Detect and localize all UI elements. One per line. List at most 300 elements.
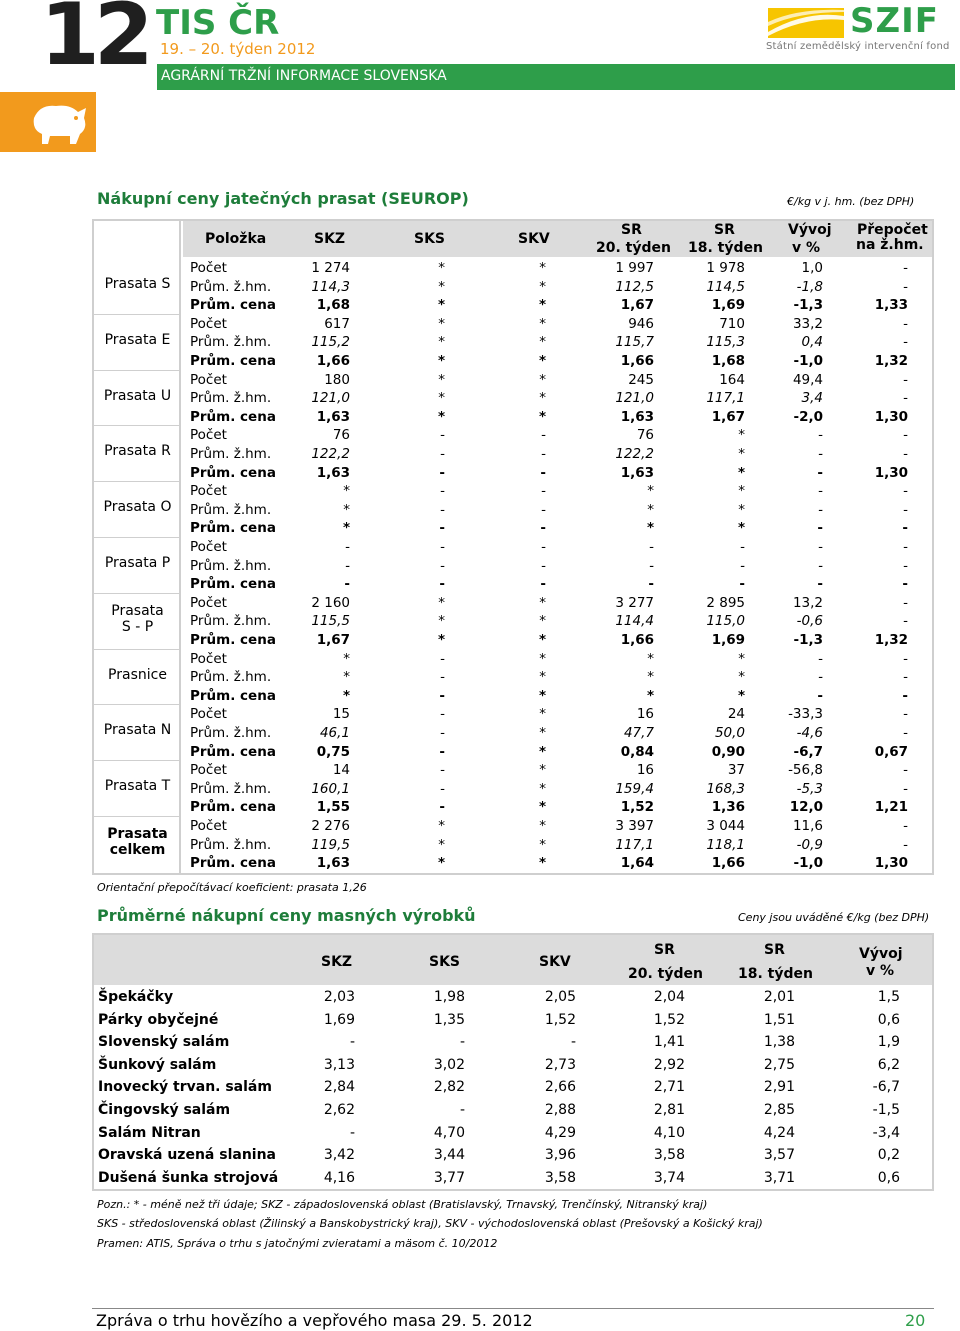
table-row xyxy=(186,798,932,816)
table-cell: 2,84 xyxy=(323,1079,355,1096)
table-cell: - xyxy=(903,650,908,667)
table-cell: 4,70 xyxy=(433,1124,465,1141)
page-number: 20 xyxy=(905,1311,926,1330)
table-cell: 1,98 xyxy=(433,989,465,1005)
group-separator xyxy=(94,425,181,426)
table-row xyxy=(186,687,932,705)
table-cell: 37 xyxy=(727,762,745,779)
table-cell: - xyxy=(903,780,908,797)
table-cell: 1 978 xyxy=(706,260,745,276)
table-cell: * xyxy=(539,334,546,351)
szif-logo-text: SZIF xyxy=(850,1,940,41)
coefficient-note: Orientační přepočítávací koeficient: prasata 1,26 xyxy=(97,881,367,894)
table-cell: 164 xyxy=(719,371,745,388)
table-cell: 1,63 xyxy=(620,464,654,481)
table-row xyxy=(186,371,932,389)
table-cell: 2,62 xyxy=(323,1102,355,1118)
table-cell: - xyxy=(440,669,445,686)
table-cell: * xyxy=(539,725,546,741)
table-row xyxy=(186,854,932,872)
table-cell: 617 xyxy=(324,315,350,332)
table-cell: - xyxy=(903,669,908,686)
group-separator xyxy=(94,314,181,315)
table-cell: * xyxy=(538,297,546,314)
col-header-prepocet-a: Přepočet xyxy=(857,222,928,238)
table-cell: * xyxy=(539,315,546,332)
table-row xyxy=(96,1009,932,1031)
footer-text: Zpráva o trhu hovězího a vepřového masa 29. 5. 2012 xyxy=(96,1311,533,1330)
row-label: Prům. ž.hm. xyxy=(190,557,272,574)
table-cell: - xyxy=(344,576,350,593)
table-cell: 6,2 xyxy=(877,1056,900,1073)
table-cell: 1,63 xyxy=(316,855,350,872)
table-cell: * xyxy=(343,501,350,518)
table-cell: * xyxy=(738,669,745,686)
table-cell: 160,1 xyxy=(311,780,350,797)
table-cell: 2,81 xyxy=(653,1102,685,1118)
table-cell: -0,9 xyxy=(796,836,823,853)
table-cell: * xyxy=(738,483,745,500)
table-cell: -4,6 xyxy=(796,725,823,741)
pig-category-label: Prasata U xyxy=(103,387,172,404)
col-header-skz: SKZ xyxy=(314,231,346,247)
table-cell: 117,1 xyxy=(615,836,654,853)
table-cell: * xyxy=(343,483,350,500)
product-name: Salám Nitran xyxy=(98,1124,201,1141)
t2-col-sr18-b: 18. týden xyxy=(738,966,813,982)
row-label: Prům. ž.hm. xyxy=(190,613,272,630)
row-label: Počet xyxy=(190,371,227,388)
table-cell: * xyxy=(539,780,546,797)
table-cell: - xyxy=(903,427,908,444)
row-label: Prům. cena xyxy=(190,576,276,593)
table-cell: 115,2 xyxy=(311,334,350,351)
row-label: Počet xyxy=(190,706,227,723)
table-cell: - xyxy=(541,557,546,574)
table-cell: 0,67 xyxy=(874,743,908,760)
table-cell: 115,5 xyxy=(311,613,350,630)
table-cell: * xyxy=(437,632,445,648)
table-cell: - xyxy=(903,260,908,276)
table-cell: 11,6 xyxy=(792,818,823,834)
table-cell: * xyxy=(438,818,445,834)
row-label: Prům. cena xyxy=(190,799,276,816)
table-row xyxy=(186,761,932,779)
table-cell: * xyxy=(539,260,546,276)
table-row xyxy=(96,1076,932,1098)
table-row xyxy=(186,333,932,351)
product-name: Šunkový salám xyxy=(98,1056,217,1073)
table-cell: 121,0 xyxy=(311,390,350,407)
table-cell: 117,1 xyxy=(706,390,745,407)
table-cell: - xyxy=(903,557,908,574)
publication-title: TIS ČR xyxy=(156,3,280,43)
pig-category-label: Prasata celkem xyxy=(107,826,168,859)
pig-category-label: Prasata S - P xyxy=(111,602,164,635)
table-cell: * xyxy=(438,613,445,630)
pig-category-label: Prasata N xyxy=(103,722,172,739)
szif-logo-subtitle: Státní zemědělský intervenční fond xyxy=(766,41,950,52)
row-label: Prům. cena xyxy=(190,687,276,704)
table-cell: 245 xyxy=(628,371,654,388)
table-cell: 1,69 xyxy=(323,1011,355,1028)
table-cell: -3,4 xyxy=(872,1124,900,1141)
table-cell: - xyxy=(903,315,908,332)
table-row xyxy=(186,296,932,314)
t2-col-skv: SKV xyxy=(539,954,571,970)
table-row xyxy=(186,668,932,686)
table-cell: - xyxy=(903,446,908,462)
table-row xyxy=(186,631,932,649)
table-row xyxy=(186,724,932,742)
table-cell: -1,3 xyxy=(793,297,823,314)
table-cell: 115,3 xyxy=(706,334,745,351)
table-cell: 76 xyxy=(332,427,350,444)
row-label: Prům. ž.hm. xyxy=(190,446,272,462)
row-label: Prům. cena xyxy=(190,353,276,369)
table-cell: 3,44 xyxy=(433,1147,465,1164)
table-cell: 2,82 xyxy=(433,1079,465,1096)
table-cell: -6,7 xyxy=(872,1079,900,1096)
table-cell: - xyxy=(345,557,350,574)
table-cell: 1,55 xyxy=(316,799,350,816)
table-cell: 0,6 xyxy=(877,1011,900,1028)
table-row xyxy=(96,1167,932,1189)
col-header-vyvoj-a: Vývoj xyxy=(788,222,832,238)
week-label: 19. – 20. týden 2012 xyxy=(160,40,316,58)
table-row xyxy=(186,445,932,463)
table-cell: - xyxy=(439,464,445,481)
row-label: Prům. ž.hm. xyxy=(190,669,272,686)
table-cell: * xyxy=(343,650,350,667)
table-cell: - xyxy=(903,762,908,779)
issue-number: 12 xyxy=(40,0,148,85)
t2-col-sr20-a: SR xyxy=(654,942,675,958)
group-separator xyxy=(94,649,181,650)
table-cell: * xyxy=(539,818,546,834)
table-cell: - xyxy=(459,1034,465,1051)
cow-logo-icon xyxy=(26,98,92,148)
table-cell: * xyxy=(438,315,445,332)
table-cell: 2,04 xyxy=(653,989,685,1005)
t2-col-sr18-a: SR xyxy=(764,942,785,958)
table-cell: - xyxy=(903,706,908,723)
table-cell: 1,36 xyxy=(711,799,745,816)
table-cell: -1,0 xyxy=(793,353,823,369)
row-label: Prům. ž.hm. xyxy=(190,278,272,295)
row-label: Počet xyxy=(190,315,227,332)
col-header-vyvoj-b: v % xyxy=(792,240,821,256)
table-cell: 46,1 xyxy=(319,725,350,741)
t2-col-sks: SKS xyxy=(429,954,461,970)
table-row xyxy=(186,836,932,854)
row-label: Prům. cena xyxy=(190,743,276,760)
table-cell: - xyxy=(349,1034,355,1051)
table-cell: - xyxy=(541,446,546,462)
table-cell: * xyxy=(539,650,546,667)
table-cell: * xyxy=(647,650,654,667)
table-cell: - xyxy=(903,725,908,741)
table-cell: - xyxy=(818,669,823,686)
table-cell: 2,05 xyxy=(544,989,576,1005)
group-separator xyxy=(94,704,181,705)
row-label: Počet xyxy=(190,483,227,500)
table-cell: 14 xyxy=(332,762,350,779)
table-cell: * xyxy=(738,427,745,444)
row-label: Prům. ž.hm. xyxy=(190,836,272,853)
table-cell: 4,16 xyxy=(323,1169,355,1186)
table-cell: 1,67 xyxy=(316,632,350,648)
group-separator xyxy=(94,816,181,817)
table-cell: 1,63 xyxy=(316,408,350,425)
table-cell: 2 160 xyxy=(311,594,350,611)
table-cell: -1,8 xyxy=(796,278,823,295)
table-cell: - xyxy=(740,539,745,555)
table-cell: 1,52 xyxy=(544,1011,576,1028)
table-cell: - xyxy=(818,446,823,462)
table-cell: 159,4 xyxy=(615,780,654,797)
table-cell: -5,3 xyxy=(796,780,823,797)
table-cell: 2,66 xyxy=(544,1079,576,1096)
table-row xyxy=(186,594,932,612)
table-cell: - xyxy=(903,818,908,834)
note-line-2: SKS - středoslovenská oblast (Žilinský a Banskobystrický kraj), SKV - východoslovenská oblast (Prešovský a Košický kraj) xyxy=(97,1217,763,1230)
table-cell: 3,13 xyxy=(323,1056,355,1073)
table-row xyxy=(186,259,932,277)
col-header-sks: SKS xyxy=(414,231,446,247)
table-cell: - xyxy=(818,650,823,667)
row-label: Prům. ž.hm. xyxy=(190,390,272,407)
table-row xyxy=(186,315,932,333)
table-cell: 1,66 xyxy=(620,632,654,648)
group-separator xyxy=(94,481,181,482)
pig-category-label: Prasata P xyxy=(104,555,171,571)
table-cell: 2,73 xyxy=(544,1056,576,1073)
table-cell: 50,0 xyxy=(714,725,745,741)
table-row xyxy=(186,612,932,630)
table-cell: - xyxy=(459,1102,465,1118)
group-separator xyxy=(94,760,181,761)
table-cell: * xyxy=(539,762,546,779)
t2-col-sr20-b: 20. týden xyxy=(628,966,703,982)
row-label: Počet xyxy=(190,818,227,834)
pig-category-label: Prasata O xyxy=(103,499,172,516)
table-cell: - xyxy=(345,539,350,555)
table-cell: * xyxy=(538,353,546,369)
table-cell: - xyxy=(902,520,908,537)
table-cell: 3,58 xyxy=(544,1169,576,1186)
table-cell: 3 044 xyxy=(706,818,745,834)
table-cell: - xyxy=(440,780,445,797)
table-cell: * xyxy=(647,669,654,686)
table-cell: * xyxy=(438,260,445,276)
table-cell: 2,03 xyxy=(323,989,355,1005)
table-cell: * xyxy=(738,446,745,462)
t2-col-vyvoj-b: v % xyxy=(866,963,895,979)
table-cell: 2,71 xyxy=(653,1079,685,1096)
t2-col-vyvoj-a: Vývoj xyxy=(859,946,903,962)
table-cell: 946 xyxy=(628,315,654,332)
table-cell: - xyxy=(541,483,546,500)
row-label: Prům. ž.hm. xyxy=(190,334,272,351)
table-cell: -1,3 xyxy=(793,632,823,648)
table-cell: - xyxy=(817,576,823,593)
table-cell: - xyxy=(440,501,445,518)
table-cell: * xyxy=(538,408,546,425)
table-cell: - xyxy=(541,427,546,444)
table-cell: * xyxy=(737,464,745,481)
table-cell: - xyxy=(440,557,445,574)
table-cell: - xyxy=(903,371,908,388)
table-cell: * xyxy=(437,297,445,314)
table-cell: - xyxy=(903,836,908,853)
table-cell: 115,0 xyxy=(706,613,745,630)
row-label: Počet xyxy=(190,427,227,444)
table-cell: * xyxy=(438,594,445,611)
group-separator xyxy=(94,593,181,594)
table-cell: - xyxy=(440,762,445,779)
table-cell: * xyxy=(539,836,546,853)
table-cell: 121,0 xyxy=(615,390,654,407)
table-cell: 3,77 xyxy=(433,1169,465,1186)
product-name: Inovecký trvan. salám xyxy=(98,1079,272,1096)
table-cell: 2,88 xyxy=(544,1102,576,1118)
product-name: Slovenský salám xyxy=(98,1034,230,1051)
table-cell: -33,3 xyxy=(788,706,823,723)
table-cell: 1,30 xyxy=(874,464,908,481)
row-label: Prům. ž.hm. xyxy=(190,780,272,797)
table-row xyxy=(186,426,932,444)
table-cell: 119,5 xyxy=(311,836,350,853)
table-cell: 0,75 xyxy=(316,743,350,760)
table-cell: 12,0 xyxy=(789,799,823,816)
table-cell: * xyxy=(438,836,445,853)
table-row xyxy=(186,482,932,500)
table-cell: 1,69 xyxy=(711,632,745,648)
table-cell: - xyxy=(349,1124,355,1141)
table-cell: * xyxy=(647,501,654,518)
table-cell: - xyxy=(902,576,908,593)
table-row xyxy=(186,519,932,537)
table-cell: 180 xyxy=(324,371,350,388)
table-cell: 1,30 xyxy=(874,855,908,872)
table-cell: 112,5 xyxy=(615,278,654,295)
pig-category-label: Prasata E xyxy=(104,331,171,348)
row-label: Prům. cena xyxy=(190,408,276,425)
table-cell: 1,68 xyxy=(711,353,745,369)
table-cell: 1,63 xyxy=(620,408,654,425)
table-row xyxy=(186,780,932,798)
col-header-prepocet-b: na ž.hm. xyxy=(856,237,924,253)
table-cell: 3 277 xyxy=(615,594,654,611)
table-cell: 0,90 xyxy=(711,743,745,760)
table-cell: 1,32 xyxy=(874,632,908,648)
table-cell: 1,52 xyxy=(653,1011,685,1028)
group-separator xyxy=(94,537,181,538)
table-cell: 0,6 xyxy=(877,1169,900,1186)
table-cell: - xyxy=(903,539,908,555)
table-row xyxy=(186,352,932,370)
table-cell: - xyxy=(902,687,908,704)
table-cell: 3,02 xyxy=(433,1056,465,1073)
table-cell: 1 997 xyxy=(615,260,654,276)
section1-title: Nákupní ceny jatečných prasat (SEUROP) xyxy=(97,189,469,208)
table-cell: 118,1 xyxy=(706,836,745,853)
footer-divider xyxy=(92,1308,934,1309)
pig-category-label: Prasata S xyxy=(104,276,171,292)
table-cell: * xyxy=(538,799,546,816)
table-cell: - xyxy=(818,427,823,444)
row-label: Prům. cena xyxy=(190,855,276,872)
pig-category-label: Prasata T xyxy=(104,778,171,795)
product-name: Čingovský salám xyxy=(98,1102,231,1118)
section1-unit-note: €/kg v j. hm. (bez DPH) xyxy=(787,195,915,208)
table-cell: 2 895 xyxy=(706,594,745,611)
table-cell: 1,9 xyxy=(877,1034,900,1051)
table-cell: 115,7 xyxy=(615,334,654,351)
table-cell: 1,63 xyxy=(316,464,350,481)
row-label: Počet xyxy=(190,594,227,611)
table-cell: - xyxy=(540,464,546,481)
table-cell: * xyxy=(438,390,445,407)
table-cell: 4,29 xyxy=(544,1124,576,1141)
row-label: Prům. cena xyxy=(190,520,276,537)
table-cell: * xyxy=(538,855,546,872)
table-row xyxy=(96,1031,932,1053)
table-cell: - xyxy=(818,557,823,574)
table-cell: * xyxy=(343,669,350,686)
table-cell: 710 xyxy=(719,315,745,332)
product-name: Špekáčky xyxy=(98,989,174,1005)
table-cell: 33,2 xyxy=(792,315,823,332)
note-line-3: Pramen: ATIS, Správa o trhu s jatočnými zvieratami a mäsom č. 10/2012 xyxy=(97,1237,498,1250)
table-cell: - xyxy=(817,520,823,537)
table-cell: * xyxy=(737,687,745,704)
col-header-skv: SKV xyxy=(518,231,550,247)
table-cell: * xyxy=(539,390,546,407)
col-header-sr18-b: 18. týden xyxy=(688,240,763,256)
table-row xyxy=(96,1122,932,1144)
table-cell: - xyxy=(541,539,546,555)
table-cell: - xyxy=(649,539,654,555)
table-cell: - xyxy=(903,334,908,351)
table-cell: 1,66 xyxy=(711,855,745,872)
table-row xyxy=(96,1054,932,1076)
table-cell: 1,0 xyxy=(801,260,823,276)
table-cell: 3,4 xyxy=(801,390,823,407)
table-cell: - xyxy=(439,576,445,593)
table-cell: 122,2 xyxy=(615,446,654,462)
table-row xyxy=(186,817,932,835)
product-name: Oravská uzená slanina xyxy=(98,1147,277,1164)
table-cell: 3,74 xyxy=(653,1169,685,1186)
row-label: Počet xyxy=(190,539,227,555)
table-cell: - xyxy=(739,576,745,593)
table-cell: 24 xyxy=(727,706,745,723)
table-cell: 16 xyxy=(636,762,654,779)
table-cell: - xyxy=(440,650,445,667)
table-cell: 0,2 xyxy=(877,1147,900,1164)
table-cell: - xyxy=(541,501,546,518)
table-cell: - xyxy=(903,483,908,500)
table-cell: * xyxy=(437,408,445,425)
table-cell: - xyxy=(440,427,445,444)
table-cell: 15 xyxy=(332,706,350,723)
table-cell: * xyxy=(737,520,745,537)
table-cell: - xyxy=(740,557,745,574)
row-label: Prům. cena xyxy=(190,464,276,481)
table-cell: * xyxy=(539,669,546,686)
